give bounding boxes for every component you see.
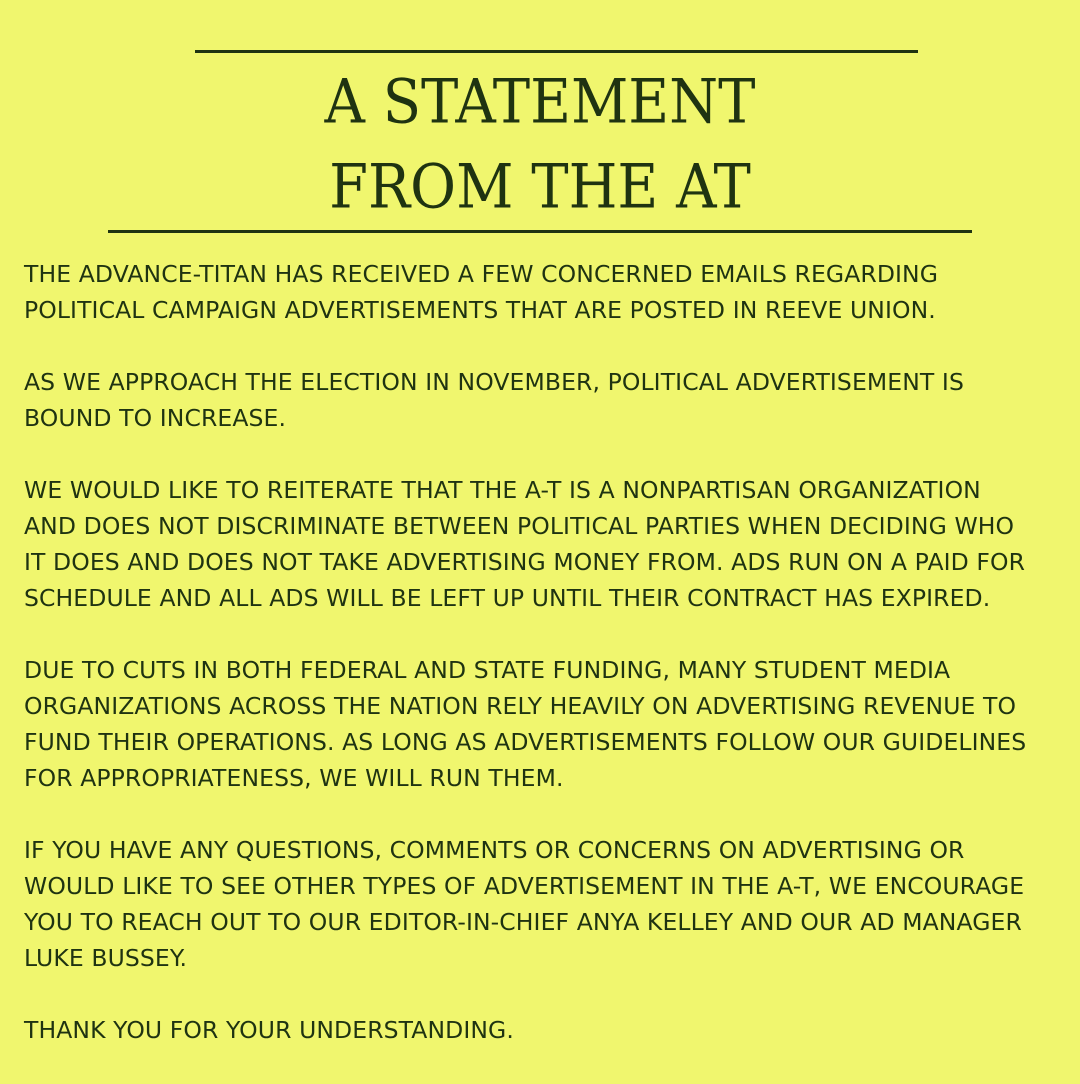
- heading-line-1: A STATEMENT: [324, 67, 756, 138]
- bottom-divider: [108, 230, 972, 233]
- statement-body: [24, 256, 1074, 1084]
- paragraph-intro: THE ADVANCE-TITAN HAS RECEIVED A FEW CONCERNED EMAILS REGARDING POLITICAL CAMPAIGN ADVERTISEMENTS THAT ARE POSTED IN REEVE UNION.: [24, 260, 939, 324]
- paragraph-contact: IF YOU HAVE ANY QUESTIONS, COMMENTS OR CONCERNS ON ADVERTISING OR WOULD LIKE TO SEE OTHER TYPES OF ADVERTISEMENT IN THE A-T, WE ENCOURAGE YOU TO REACH OUT TO OUR EDITOR-IN-CHIEF ANYA KELLEY AND OUR AD MANAGER LUKE BUSSEY.: [24, 836, 1025, 972]
- heading-line-2: FROM THE AT: [329, 152, 751, 223]
- paragraph-election: AS WE APPROACH THE ELECTION IN NOVEMBER, POLITICAL ADVERTISEMENT IS BOUND TO INCREASE.: [24, 368, 964, 432]
- top-divider: [195, 50, 918, 53]
- paragraph-thanks: THANK YOU FOR YOUR UNDERSTANDING.: [24, 1016, 514, 1044]
- paragraph-funding: DUE TO CUTS IN BOTH FEDERAL AND STATE FUNDING, MANY STUDENT MEDIA ORGANIZATIONS ACROSS THE NATION RELY HEAVILY ON ADVERTISING REVENUE TO FUND THEIR OPERATIONS. AS LONG AS ADVERTISEMENTS FOLLOW OUR GUIDELINES FOR APPROPRIATENESS, WE WILL RUN THEM.: [24, 656, 1027, 792]
- paragraph-nonpartisan: WE WOULD LIKE TO REITERATE THAT THE A-T IS A NONPARTISAN ORGANIZATION AND DOES NOT DISCRIMINATE BETWEEN POLITICAL PARTIES WHEN DECIDING WHO IT DOES AND DOES NOT TAKE ADVERTISING MONEY FROM. ADS RUN ON A PAID FOR SCHEDULE AND ALL ADS WILL BE LEFT UP UNTIL THEIR CONTRACT HAS EXPIRED.: [24, 476, 1026, 612]
